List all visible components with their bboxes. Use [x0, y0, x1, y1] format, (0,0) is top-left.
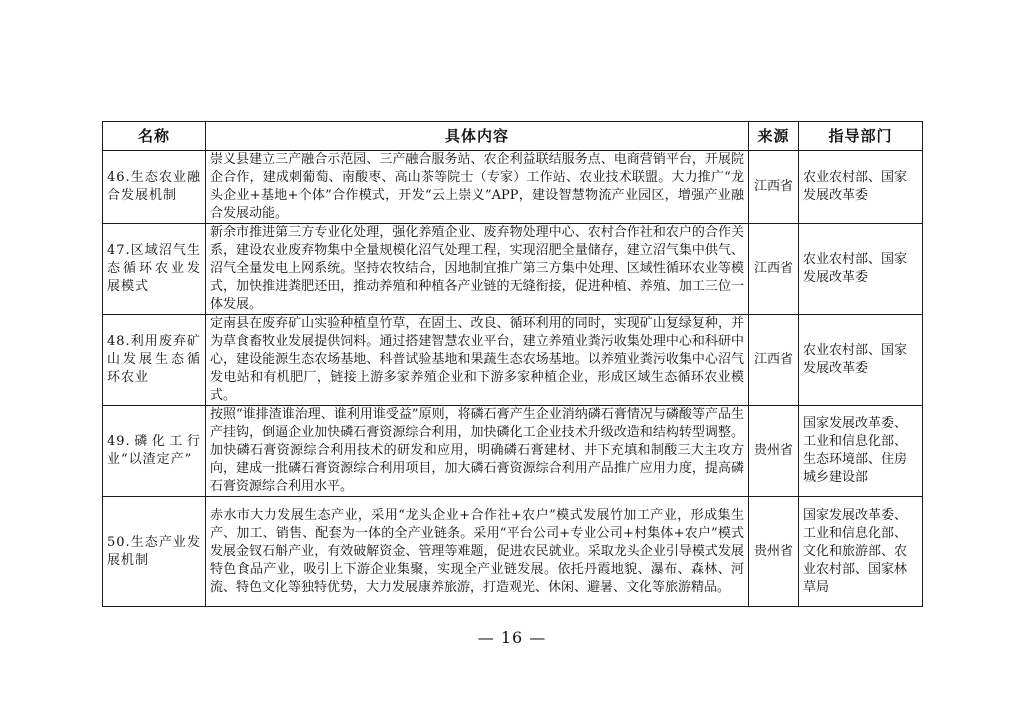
- row-department: 国家发展改革委、工业和信息化部、生态环境部、住房城乡建设部: [799, 406, 923, 497]
- row-name: 47.区域沼气生态循环农业发展模式: [103, 224, 206, 315]
- row-name: 50.生态产业发展机制: [103, 497, 206, 607]
- row-department: 国家发展改革委、工业和信息化部、文化和旅游部、农业农村部、国家林草局: [799, 497, 923, 607]
- row-source: 江西省: [749, 224, 799, 315]
- header-content: 具体内容: [206, 122, 749, 151]
- header-source: 来源: [749, 122, 799, 151]
- row-department: 农业农村部、国家发展改革委: [799, 315, 923, 406]
- header-department: 指导部门: [799, 122, 923, 151]
- row-source: 贵州省: [749, 497, 799, 607]
- row-content: 赤水市大力发展生态产业，采用“龙头企业+合作社+农户”模式发展竹加工产业，形成集生产、加工、销售、配套为一体的全产业链条。采用“平台公司+专业公司+村集体+农户”模式发展金钗石斛产业，有效破解资金、管理等难题，促进农民就业。采取龙头企业引导模式发展特色食品产业，吸引上下游企业集聚，实现全产业链发展。依托丹霞地貌、瀑布、森林、河流、特色文化等独特优势，大力发展康养旅游，打造观光、休闲、避暑、文化等旅游精品。: [206, 497, 749, 607]
- row-content: 新余市推进第三方专业化处理，强化养殖企业、废弃物处理中心、农村合作社和农户的合作关系，建设农业废弃物集中全量规模化沼气处理工程，实现沼肥全量储存，建立沼气集中供气、沼气全量发电上网系统。坚持农牧结合，因地制宜推广第三方集中处理、区域性循环农业等模式，加快推进粪肥还田，推动养殖和种植各产业链的无缝衔接，促进种植、养殖、加工三位一体发展。: [206, 224, 749, 315]
- policy-table: [102, 121, 923, 607]
- header-name: 名称: [103, 122, 206, 151]
- row-content: 按照“谁排渣谁治理、谁利用谁受益”原则，将磷石膏产生企业消纳磷石膏情况与磷酸等产品生产挂钩，倒逼企业加快磷石膏资源综合利用，加快磷化工企业技术升级改造和结构转型调整。加快磷石膏资源综合利用技术的研发和应用，明确磷石膏建材、井下充填和制酸三大主攻方向，建成一批磷石膏资源综合利用项目，加大磷石膏资源综合利用产品推广应用力度，提高磷石膏资源综合利用水平。: [206, 406, 749, 497]
- row-content: 崇义县建立三产融合示范园、三产融合服务站、农企利益联结服务点、电商营销平台，开展院企合作，建成刺葡萄、南酸枣、高山茶等院士（专家）工作站、农业技术联盟。大力推广“龙头企业+基地+个体”合作模式，开发“云上崇义”APP，建设智慧物流产业园区，增强产业融合发展动能。: [206, 151, 749, 224]
- row-name: 48.利用废弃矿山发展生态循环农业: [103, 315, 206, 406]
- row-department: 农业农村部、国家发展改革委: [799, 151, 923, 224]
- table-row: [103, 406, 923, 497]
- table-row: [103, 151, 923, 224]
- row-source: 江西省: [749, 151, 799, 224]
- table-row: [103, 315, 923, 406]
- page-number: — 16 —: [477, 628, 547, 647]
- row-department: 农业农村部、国家发展改革委: [799, 224, 923, 315]
- row-source: 江西省: [749, 315, 799, 406]
- table-row: [103, 497, 923, 607]
- row-source: 贵州省: [749, 406, 799, 497]
- table-row: [103, 224, 923, 315]
- table-header-row: [103, 122, 923, 151]
- row-name: 49.磷化工行业“以渣定产”: [103, 406, 206, 497]
- row-name: 46.生态农业融合发展机制: [103, 151, 206, 224]
- row-content: 定南县在废弃矿山实验种植皇竹草，在固土、改良、循环利用的同时，实现矿山复绿复种，并为草食畜牧业发展提供饲料。通过搭建智慧农业平台，建立养殖业粪污收集处理中心和科研中心，建设能源生态农场基地、科普试验基地和果蔬生态农场基地。以养殖业粪污收集中心沼气发电站和有机肥厂，链接上游多家养殖企业和下游多家种植企业，形成区域生态循环农业模式。: [206, 315, 749, 406]
